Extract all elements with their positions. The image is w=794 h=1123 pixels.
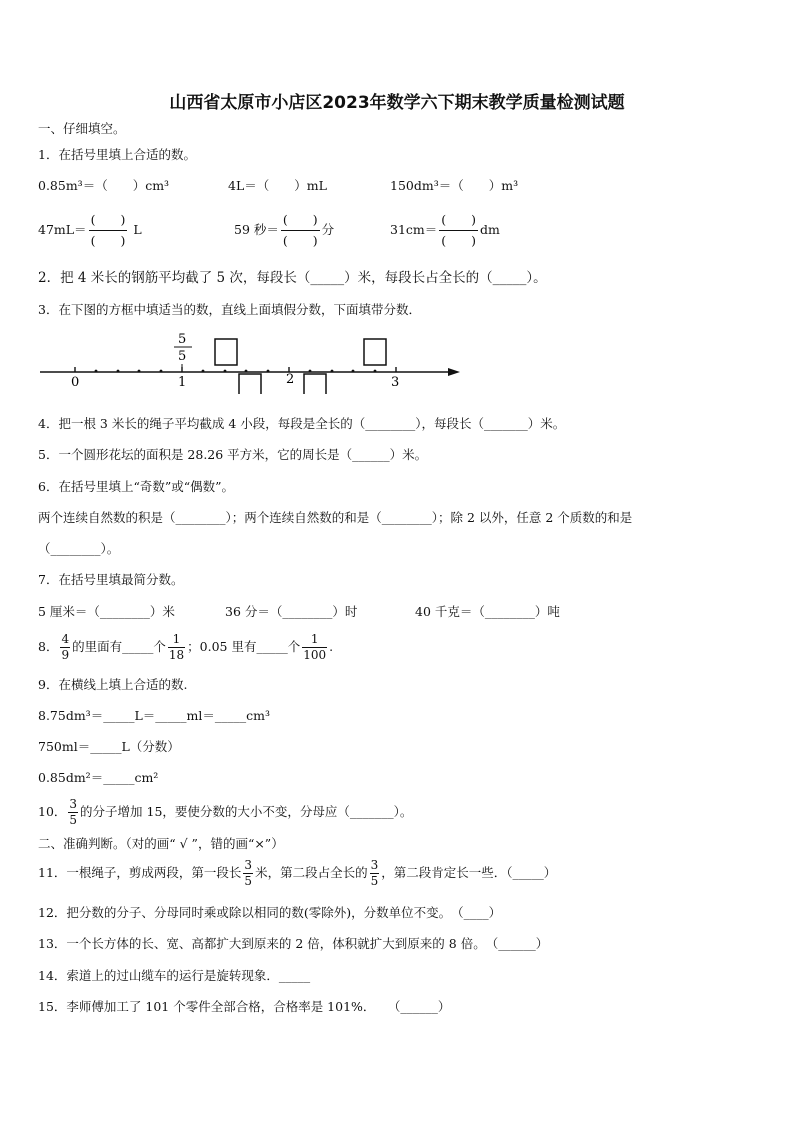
question-5: 5．一个圆形花坛的面积是 28.26 平方米，它的周长是（______）米。 (38, 447, 428, 462)
fraction-numerator: 3 (69, 797, 78, 811)
fraction-numerator: ( ) (439, 210, 478, 231)
fraction-denominator: 100 (303, 648, 327, 662)
question-8 (38, 632, 333, 663)
tick-label-1: 1 (178, 375, 187, 390)
q8-text-1: 的里面有_____个 (72, 639, 166, 654)
fraction-numerator: 3 (244, 858, 253, 872)
question-number: 8． (38, 639, 59, 654)
fraction-denominator: 5 (69, 813, 78, 827)
answer-box-top-1[interactable] (215, 339, 237, 365)
q1-item-5-unit: 分 (321, 222, 335, 237)
question-6-line-1: 两个连续自然数的积是（________）；两个连续自然数的和是（________）；除 2 以外，任意 2 个质数的和是 (38, 510, 633, 525)
fraction (439, 210, 478, 251)
question-12: 12．把分数的分子、分母同时乘或除以相同的数(零除外)，分数单位不变。 （____） (38, 905, 502, 920)
answer-box-top-2[interactable] (364, 339, 386, 365)
q1-item-4 (38, 210, 142, 251)
question-number: 10． (38, 804, 67, 819)
minor-tick (138, 370, 141, 373)
fraction (302, 632, 327, 663)
arrow-head-icon (448, 368, 460, 376)
q1-item-4-prefix: 47mL＝ (38, 222, 87, 237)
minor-tick (267, 370, 270, 373)
q1-item-6-prefix: 31cm＝ (390, 222, 438, 237)
q10-text: 的分子增加 15，要使分数的大小不变，分母应（_______）。 (80, 804, 413, 819)
section-heading-1: 一、仔细填空。 (38, 121, 126, 136)
q7-item-2: 36 分＝（________）时 (225, 604, 358, 619)
q8-text-3: . (329, 639, 334, 654)
question-14: 14．索道上的过山缆车的运行是旋转现象．_____ (38, 968, 311, 983)
fraction-numerator: 4 (61, 632, 70, 646)
question-10 (38, 797, 412, 828)
section-heading-2: 二、准确判断。（对的画“ √ ”，错的画“×”） (38, 836, 284, 851)
question-9-line-2: 750ml＝_____L（分数） (38, 739, 180, 754)
fraction-numerator: 1 (302, 632, 327, 648)
fraction (168, 632, 185, 663)
fraction (60, 632, 70, 663)
minor-tick (374, 370, 377, 373)
fraction (243, 858, 253, 889)
fraction (68, 797, 78, 828)
question-2: 2．把 4 米长的钢筋平均截了 5 次，每段长（_____）米，每段长占全长的（_____）。 (38, 270, 547, 286)
fraction-numerator: 3 (370, 858, 379, 872)
fraction-numerator: 1 (168, 632, 185, 648)
tick-label-0: 0 (71, 375, 80, 390)
q1-item-3: 150dm³＝（ ）m³ (390, 178, 519, 193)
tick-label-3: 3 (391, 375, 400, 390)
fraction-denominator: ( ) (441, 233, 477, 248)
question-11 (38, 858, 556, 889)
fraction-numerator: ( ) (281, 210, 320, 231)
question-3-stem: 3．在下图的方框中填适当的数，直线上面填假分数，下面填带分数． (38, 302, 421, 317)
fraction-denominator: 9 (61, 648, 70, 662)
q11-text-1: 11．一根绳子，剪成两段，第一段长 (38, 865, 242, 880)
question-6-line-2: （________）。 (38, 541, 120, 556)
q1-item-5 (234, 210, 334, 251)
question-9-line-1: 8.75dm³＝_____L＝_____ml＝_____cm³ (38, 708, 270, 723)
question-7-stem: 7．在括号里填最简分数。 (38, 572, 184, 587)
tick-label-2: 2 (286, 372, 295, 387)
fraction-denominator: 5 (178, 349, 187, 364)
minor-tick (95, 370, 98, 373)
question-4: 4．把一根 3 米长的绳子平均截成 4 小段，每段是全长的（________），每段长（_______）米。 (38, 416, 566, 431)
page-title: 山西省太原市小店区2023年数学六下期末教学质量检测试题 (169, 93, 625, 113)
fraction-numerator: ( ) (89, 210, 128, 231)
fraction-denominator: 5 (370, 874, 379, 888)
q1-item-6-unit: dm (480, 222, 500, 237)
fraction (281, 210, 320, 251)
question-6-stem: 6．在括号里填上“奇数”或“偶数”。 (38, 479, 235, 494)
q1-item-1: 0.85m³＝（ ）cm³ (38, 178, 170, 193)
q1-item-6 (390, 210, 500, 251)
minor-tick (160, 370, 163, 373)
minor-tick (309, 370, 312, 373)
fraction-denominator: 5 (244, 874, 253, 888)
question-13: 13．一个长方体的长、宽、高都扩大到原来的 2 倍，体积就扩大到原来的 8 倍。 （______） (38, 936, 549, 951)
number-line-figure (36, 328, 466, 394)
minor-tick (331, 370, 334, 373)
fraction-denominator: ( ) (90, 233, 126, 248)
fraction-denominator: ( ) (282, 233, 318, 248)
q11-text-2: 米，第二段占全长的 (255, 865, 368, 880)
fraction (370, 858, 380, 889)
minor-tick (117, 370, 120, 373)
answer-box-bottom-2[interactable] (304, 374, 326, 394)
question-15: 15．李师傅加工了 101 个零件全部合格，合格率是 101%． （______） (38, 999, 451, 1014)
question-1-stem: 1．在括号里填上合适的数。 (38, 147, 196, 162)
q8-text-2: ；0.05 里有_____个 (187, 639, 301, 654)
question-9-stem: 9．在横线上填上合适的数. (38, 677, 188, 692)
fraction-denominator: 18 (168, 648, 185, 662)
minor-tick (224, 370, 227, 373)
minor-tick (202, 370, 205, 373)
q7-item-1: 5 厘米＝（________）米 (38, 604, 175, 619)
minor-tick (245, 370, 248, 373)
question-9-line-3: 0.85dm²＝_____cm² (38, 770, 159, 785)
answer-box-bottom-1[interactable] (239, 374, 261, 394)
q1-item-2: 4L＝（ ）mL (228, 178, 327, 193)
q1-item-5-prefix: 59 秒＝ (234, 222, 279, 237)
q1-item-4-unit: L (133, 222, 142, 237)
q11-text-3: ，第二段肯定长一些．（_____） (381, 865, 557, 880)
q7-item-3: 40 千克＝（________）吨 (415, 604, 560, 619)
fraction-numerator: 5 (178, 332, 187, 347)
fraction (89, 210, 128, 251)
minor-tick (352, 370, 355, 373)
